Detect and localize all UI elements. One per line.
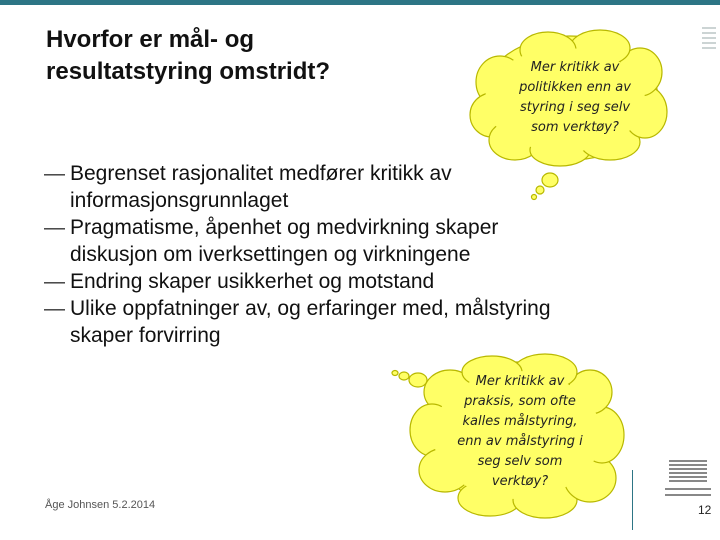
bullet-marker: — — [44, 270, 65, 293]
top-callout-line: som verktøy? — [531, 120, 619, 135]
bullet-line: Pragmatisme, åpenhet og medvirkning skaper — [70, 216, 499, 239]
bullet-line: informasjonsgrunnlaget — [70, 189, 289, 212]
bullet-line: diskusjon om iverksettingen og virkningene — [70, 243, 471, 266]
bullet-item — [44, 268, 644, 295]
footer-author-date: Åge Johnsen 5.2.2014 — [45, 499, 156, 511]
bottom-callout-line: praksis, som ofte — [464, 394, 576, 409]
bottom-callout-text — [440, 372, 600, 492]
bottom-callout-line: Mer kritikk av — [475, 374, 565, 389]
title-line-1: Hvorfor er mål- og — [46, 26, 255, 53]
title-line-2: resultatstyring omstridt? — [46, 58, 331, 85]
bullet-item — [44, 295, 644, 349]
bullet-line: skaper forvirring — [70, 324, 221, 347]
bottom-callout-line: verktøy? — [491, 474, 549, 489]
footer-divider — [632, 470, 633, 530]
bullet-marker: — — [44, 216, 65, 239]
bullet-marker: — — [44, 297, 65, 320]
bottom-callout-line: seg selv som — [477, 454, 563, 469]
menu-lines-icon — [702, 26, 716, 57]
top-callout-text — [510, 58, 640, 138]
top-callout-line: Mer kritikk av — [530, 60, 620, 75]
bullet-line: Begrenset rasjonalitet medfører kritikk av — [70, 162, 452, 185]
institution-logo — [663, 458, 713, 509]
bullet-item — [44, 160, 644, 214]
bullet-line: Endring skaper usikkerhet og motstand — [70, 270, 435, 293]
bullet-marker: — — [44, 162, 65, 185]
top-callout-line: politikken enn av — [519, 80, 631, 95]
bullet-line: Ulike oppfatninger av, og erfaringer med, målstyring — [70, 297, 551, 320]
top-callout-line: styring i seg selv — [519, 100, 631, 115]
slide-number: 12 — [698, 503, 712, 517]
bullet-list — [44, 160, 644, 349]
bullet-item — [44, 214, 644, 268]
bottom-callout-line: enn av målstyring i — [457, 434, 583, 449]
bottom-callout-line: kalles målstyring, — [462, 414, 578, 429]
